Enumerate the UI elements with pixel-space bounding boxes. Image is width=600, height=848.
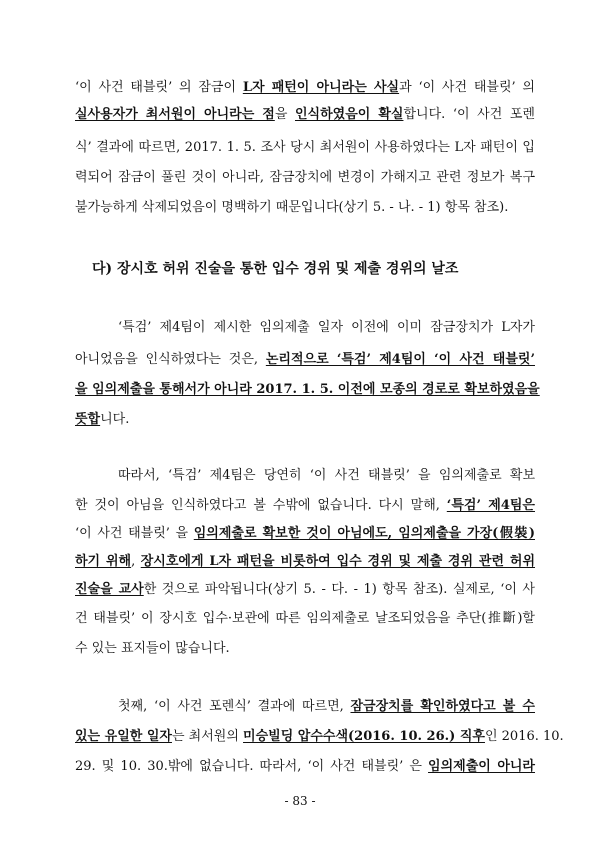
p3-line-2: 한 것이 아님을 인식하였다고 볼 수밖에 없습니다. 다시 말해, ‘특검’ 제4팀은 bbox=[75, 498, 535, 513]
p3-line-4: 하기 위해, 장시호에게 L자 패턴을 비롯하여 입수 경위 및 제출 경위 관련 허위 bbox=[75, 554, 535, 569]
p3-line-5: 진술을 교사한 것으로 파악됩니다(상기 5. - 다. - 1) 항목 참조). 실제로, ‘이 사 bbox=[75, 582, 535, 597]
p1-line-1: ‘이 사건 태블릿’ 의 잠금이 L자 패턴이 아니라는 사실과 ‘이 사건 태블릿’ 의 bbox=[75, 80, 535, 95]
p2-line-3: 을 임의제출을 통해서가 아니라 2017. 1. 5. 이전에 모종의 경로로 확보하였음을 bbox=[75, 382, 540, 397]
p1-line-4: 력되어 잠금이 풀린 것이 아니라, 잠금장치에 변경이 가해지고 관련 정보가 복구 bbox=[75, 170, 535, 185]
p1-line-2: 실사용자가 최서원이 아니라는 점을 인식하였음이 확실합니다. ‘이 사건 포렌 bbox=[75, 107, 535, 122]
p1-line-3: 식’ 결과에 따르면, 2017. 1. 5. 조사 당시 최서원이 사용하였다는 L자 패턴이 입 bbox=[75, 140, 535, 155]
page-number: - 83 - bbox=[284, 794, 316, 808]
p4-line-1: 첫째, ‘이 사건 포렌식’ 결과에 따르면, 잠금장치를 확인하였다고 볼 수 bbox=[118, 699, 535, 714]
p3-line-6: 건 태블릿’ 이 장시호 입수·보관에 따른 임의제출로 날조되었음을 추단(推斷)할 bbox=[75, 611, 535, 626]
p3-line-1: 따라서, ‘특검’ 제4팀은 당연히 ‘이 사건 태블릿’ 을 임의제출로 확보 bbox=[118, 468, 535, 483]
p2-line-2: 아니었음을 인식하였다는 것은, 논리적으로 ‘특검’ 제4팀이 ‘이 사건 태블릿’ bbox=[75, 352, 535, 367]
p4-line-2: 있는 유일한 일자는 최서원의 미승빌딩 압수수색(2016. 10. 26.) 직후인 2016. 10. bbox=[75, 729, 564, 744]
p2-line-1: ‘특검’ 제4팀이 제시한 임의제출 일자 이전에 이미 잠금장치가 L자가 bbox=[118, 320, 535, 335]
p2-line-4: 뜻합니다. bbox=[75, 412, 130, 427]
p3-line-3: ‘이 사건 태블릿’ 을 임의제출로 확보한 것이 아님에도, 임의제출을 가장(假裝) bbox=[75, 526, 535, 541]
p3-line-7: 수 있는 표지들이 많습니다. bbox=[75, 641, 230, 656]
p4-line-3: 29. 및 10. 30.밖에 없습니다. 따라서, ‘이 사건 태블릿’ 은 임의제출이 아니라 bbox=[75, 759, 535, 774]
p1-line-5: 불가능하게 삭제되었음이 명백하기 때문입니다(상기 5. - 나. - 1) 항목 참조). bbox=[75, 200, 509, 215]
section-heading: 다) 장시호 허위 진술을 통한 입수 경위 및 제출 경위의 날조 bbox=[92, 261, 459, 277]
